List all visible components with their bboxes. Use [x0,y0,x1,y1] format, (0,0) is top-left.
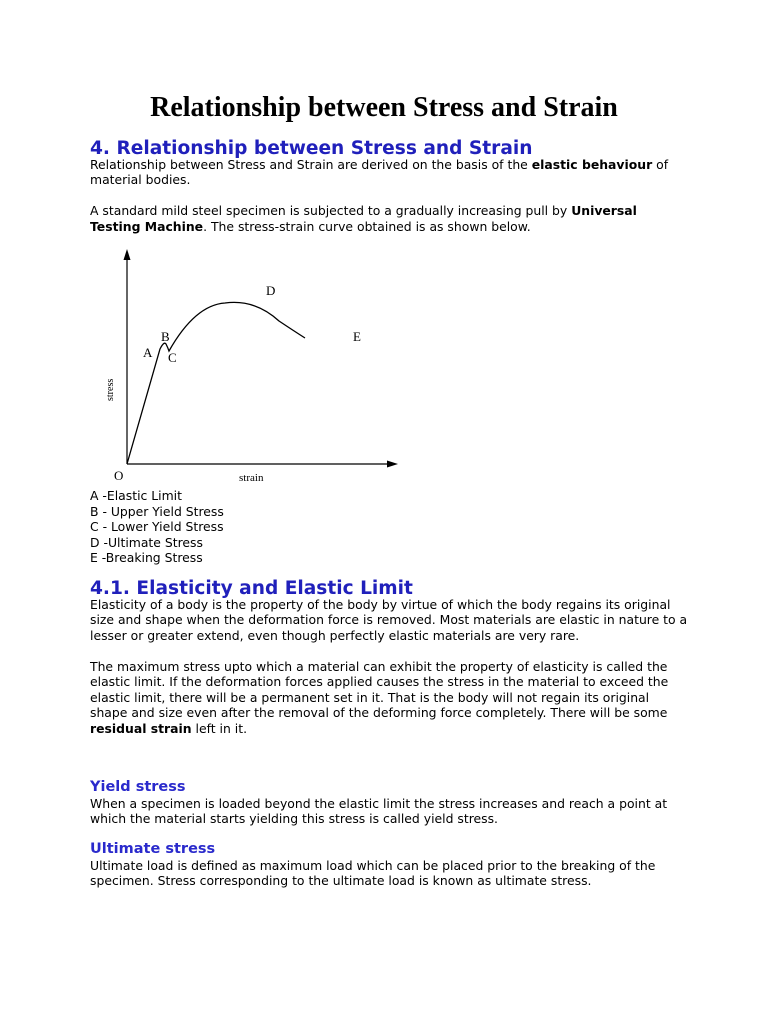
legend-item: D -Ultimate Stress [90,534,203,550]
legend-item: C - Lower Yield Stress [90,519,224,534]
section-4-p2-bold: Universal Testing Machine [90,203,637,234]
section-4-1-p2-text-after: left in it. [191,720,248,736]
point-label-d: D [266,283,276,298]
article-body [90,138,690,889]
spacer [90,643,690,659]
point-label-c: C [168,350,177,365]
legend-item: B - Upper Yield Stress [90,503,224,519]
x-axis-label: strain [239,472,264,481]
page-title: Relationship between Stress and Strain [150,92,618,123]
section-4-p2-text-before: A standard mild steel specimen is subjected to a gradually increasing pull by [90,203,572,218]
legend-item: E -Breaking Stress [90,550,203,565]
point-label-a: A [143,345,153,360]
section-4-1-paragraph-1: Elasticity of a body is the property of the body by virtue of which the body regains its original size and shape when the deformation force is removed. Most materials are elastic in nature to a lesser or greater extend, even though perfectly elastic materials are very rare. [90,596,688,643]
section-4-1-p2-text-before: The maximum stress upto which a material can exhibit the property of elasticity is called the elastic limit. If the deformation forces applied causes the stress in the material to exceed the elastic limit, there will be a permanent set in it. That is the body will not regain its original shape and size even after the removal of the deforming force completely. There will be some [90,658,669,720]
legend-item: A -Elastic Limit [90,488,182,503]
y-axis-label: stress [105,378,116,401]
spacer [90,188,690,204]
y-axis-arrow-icon [124,249,131,260]
yield-stress-heading: Yield stress [90,779,186,795]
section-4-1-heading: 4.1. Elasticity and Elastic Limit [90,578,413,599]
yield-stress-paragraph: When a specimen is loaded beyond the elastic limit the stress increases and reach a point at which the material starts yielding this stress is called yield stress. [90,795,668,826]
point-label-e: E [353,329,361,344]
spacer [90,736,690,780]
legend-list [90,488,690,566]
section-4-heading: 4. Relationship between Stress and Strain [90,138,533,159]
x-axis-arrow-icon [387,461,398,468]
section-4-paragraph-2 [90,203,690,234]
stress-strain-curve [127,302,305,464]
ultimate-stress-heading: Ultimate stress [90,841,216,857]
stress-strain-diagram [90,245,410,481]
origin-label: O [114,468,124,481]
section-4-p1-bold: elastic behaviour [531,156,653,172]
ultimate-stress-paragraph: Ultimate load is defined as maximum load which can be placed prior to the breaking of the specimen. Stress corresponding to the ultimate load is known as ultimate stress. [90,857,656,888]
section-4-p2-text-after: . The stress-strain curve obtained is as shown below. [203,218,531,234]
section-4-1-p2-bold: residual strain [90,720,192,736]
section-4-1-paragraph-2 [90,659,690,737]
section-4-p1-text-before: Relationship between Stress and Strain are derived on the basis of the [90,156,532,172]
section-4-paragraph-1 [90,157,690,188]
section-4-p1-text-after: of material bodies. [90,156,669,187]
point-label-b: B [161,329,170,344]
spacer [90,827,690,843]
